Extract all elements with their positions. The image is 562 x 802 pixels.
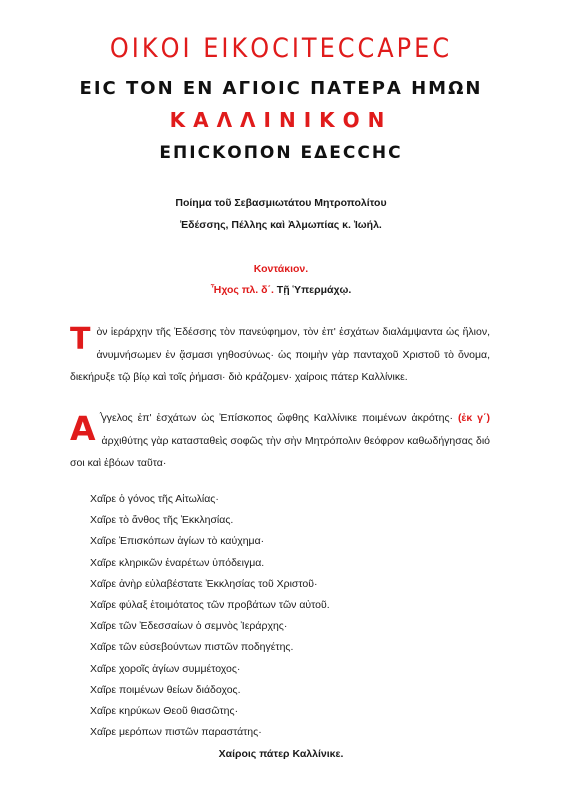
- chaire-line: Χαῖρε φύλαξ ἑτοιμότατος τῶν προβάτων τῶν αὐτοῦ.: [90, 598, 330, 611]
- refrain-line: Χαίροις πάτερ Καλλίνικε.: [218, 748, 344, 760]
- oikos-paragraph: [70, 407, 490, 475]
- chairetismoi-list: [90, 489, 330, 743]
- title-bishop: ΕΠΙCΚΟΠΟΝ ΕΔΕCCΗC: [159, 143, 403, 163]
- chaire-line: Χαῖρε ὁ γόνος τῆς Αἰτωλίας·: [90, 493, 219, 505]
- chaire-line: Χαῖρε Ἐπισκόπων ἁγίων τὸ καύχημα·: [90, 535, 265, 548]
- author-line-2: Ἐδέσσης, Πέλλης καὶ Ἀλμωπίας κ. Ἰωήλ.: [180, 219, 382, 231]
- drop-cap-initial: Α: [70, 409, 96, 448]
- chaire-line: Χαῖρε τὸ ἄνθος τῆς Ἐκκλησίας.: [90, 514, 234, 527]
- title-dedication: ΕΙC ΤΟΝ ΕΝ ΑΓΙΟΙC ΠΑΤΕΡΑ ΗΜΩΝ: [79, 78, 483, 99]
- kontakion-paragraph: [70, 321, 490, 389]
- paragraph-text: ἀρχιθύτης γὰρ κατασταθεὶς σοφῶς τὴν σὴν Μητρόπολιν θεόφρον καθωδήγησας διό σοι καὶ ἐβόων ταῦτα·: [70, 434, 490, 469]
- paragraph-text: ̓́γγελος ἐπ' ἐσχάτων ὡς Ἐπίσκοπος ὤφθης Καλλίνικε ποιμένων ἀκρότης·: [101, 412, 458, 424]
- echos-mode: Ἦχος πλ. δ΄.: [210, 284, 274, 296]
- chaire-line: Χαῖρε τῶν Ἐδεσσαίων ὁ σεμνὸς Ἱεράρχης·: [90, 620, 288, 633]
- drop-cap-initial: Τ: [70, 322, 91, 357]
- chaire-line: Χαῖρε ποιμένων θείων διάδοχος.: [90, 683, 241, 696]
- chaire-line: Χαῖρε κηρύκων Θεοῦ θιασῶτης·: [90, 704, 239, 717]
- chaire-line: Χαῖρε κληρικῶν ἐναρέτων ὑπόδειγμα.: [90, 556, 265, 569]
- title-saint-name: ΚΑΛΛΙΝΙΚΟΝ: [169, 108, 393, 132]
- echos-melody: Τῇ Ὑπερμάχῳ.: [273, 284, 352, 296]
- title-oikoi: ΟΙΚΟΙ ΕΙΚΟCΙΤΕCCΑΡΕC: [109, 32, 453, 64]
- chaire-line: Χαῖρε μερόπων πιστῶν παραστάτης·: [90, 726, 262, 739]
- chaire-line: Χαῖρε χοροῖς ἁγίων συμμέτοχος·: [90, 662, 241, 675]
- paragraph-text: ὸν ἱεράρχην τῆς Ἐδέσσης τὸν πανεύφημον, τὸν ἐπ' ἐσχάτων διαλάμψαντα ὡς ἥλιον, ἀνυμνήσωμεν ἐν ᾄσμασι γηθοσύνως· ὡς ποιμὴν γὰρ πανταχοῦ Χριστοῦ τὸ ὄνομα, διεκήρυξε τῷ βίῳ καὶ τοῖς ῥήμασι· διὸ κράζομεν· χαίροις πάτερ Καλλίνικε.: [70, 326, 490, 383]
- chaire-line: Χαῖρε ἀνὴρ εὐλαβέστατε Ἐκκλησίας τοῦ Χριστοῦ·: [90, 577, 318, 590]
- repeat-marker: (ἐκ γ΄): [457, 412, 490, 424]
- chaire-line: Χαῖρε τῶν εὐσεβούντων πιστῶν ποδηγέτης.: [90, 641, 294, 654]
- echos-line: [0, 284, 562, 296]
- author-line-1: Ποίημα τοῦ Σεβασμιωτάτου Μητροπολίτου: [175, 197, 387, 209]
- kontakion-heading: Κοντάκιον.: [253, 263, 309, 275]
